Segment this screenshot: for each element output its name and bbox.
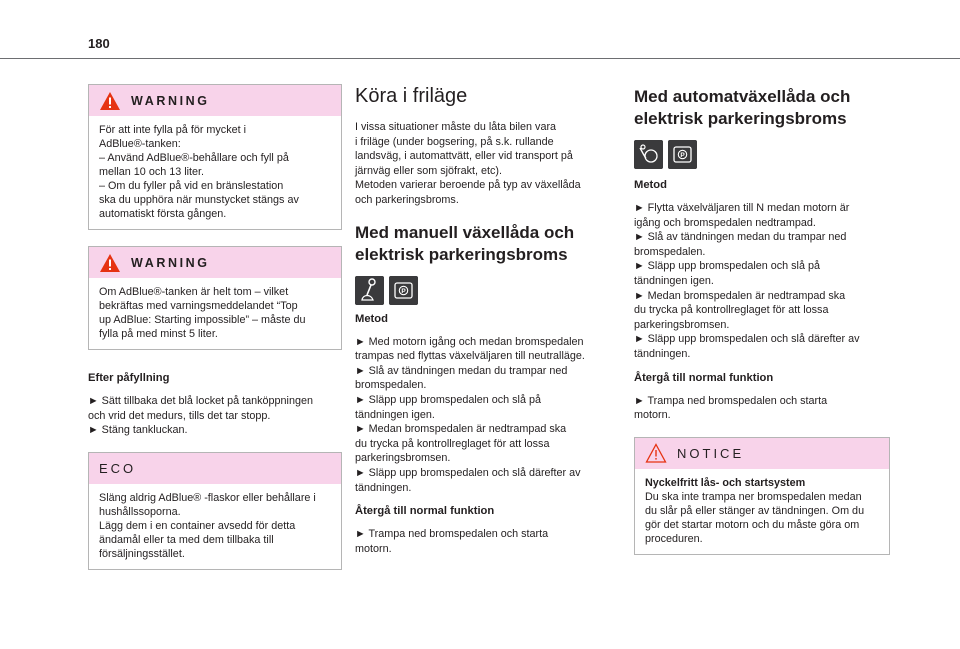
text-line: och vrid det medurs, tills det tar stopp. [88, 409, 271, 422]
notice-label: NOTICE [677, 445, 745, 461]
electric-parking-brake-icon [389, 276, 418, 305]
method-text [355, 335, 609, 496]
text-line: Du ska inte trampa ner bromspedalen medan [645, 490, 862, 503]
text-line: du trycka på kontrollreglaget för att lossa [355, 437, 550, 450]
text-line: parkeringsbromsen. [355, 452, 451, 465]
text-line: ► Släpp upp bromspedalen och slå på [355, 393, 541, 406]
page-number: 180 [88, 36, 110, 51]
heading-line: elektrisk parkeringsbroms [355, 244, 568, 264]
text-line: motorn. [355, 542, 392, 555]
warning-triangle-icon [99, 253, 121, 273]
automatic-gear-selector-icon [634, 140, 663, 169]
heading-line: Med manuell växellåda och [355, 222, 575, 242]
text-line: Metoden varierar beroende på typ av växellåda [355, 179, 581, 192]
text-line: och parkeringsbroms. [355, 193, 459, 206]
text-line: ska du upphöra när munstycket stängs av [99, 194, 299, 206]
column-right [634, 84, 890, 571]
eco-box [88, 452, 342, 570]
text-line: ändamål eller ta med dem tillbaka till [99, 533, 274, 546]
notice-subtitle: Nyckelfritt lås- och startsystem [645, 476, 806, 489]
warning-label: WARNING [131, 93, 210, 108]
text-line: ► Släpp upp bromspedalen och slå därefter av [355, 466, 581, 479]
text-line: du slår på eller stänger av tändningen. Om du [645, 504, 865, 517]
text-line: Lägg dem i en container avsedd för detta [99, 519, 296, 532]
text-line: tändningen. [634, 347, 691, 360]
warning-box-body [89, 116, 341, 229]
section-title: Köra i friläge [355, 85, 468, 107]
warning-label: WARNING [131, 255, 210, 270]
text-line: ► Trampa ned bromspedalen och starta [355, 528, 549, 541]
return-text [355, 527, 609, 556]
heading-line: elektrisk parkeringsbroms [634, 109, 847, 128]
notice-box-header [635, 438, 889, 469]
auto-icons [634, 140, 890, 169]
return-text [634, 394, 890, 423]
heading-line: Med automatväxellåda och [634, 87, 851, 106]
text-line: Om AdBlue®-tanken är helt tom – vilket [99, 286, 289, 298]
text-line: bromspedalen. [634, 245, 706, 258]
text-line: järnväg eller som sjöfrakt, etc). [355, 164, 503, 177]
manual-gear-lever-icon [355, 276, 384, 305]
method-heading: Metod [355, 312, 388, 325]
svg-text:P: P [680, 152, 685, 159]
header-rule [0, 58, 960, 59]
eco-label: ECO [99, 460, 137, 476]
manual-icons [355, 276, 609, 305]
text-line: igång och bromspedalen nedtrampad. [634, 216, 816, 229]
warning-triangle-icon [99, 91, 121, 111]
electric-parking-brake-icon [668, 140, 697, 169]
manual-heading [355, 222, 609, 266]
text-line: Släng aldrig AdBlue® -flaskor eller behållare i [99, 491, 316, 504]
text-line: tändningen. [355, 481, 412, 494]
text-line: motorn. [634, 409, 671, 422]
auto-heading [634, 86, 890, 130]
text-line: mellan 10 och 13 liter. [99, 166, 205, 178]
text-line: du trycka på kontrollreglaget för att lossa [634, 304, 829, 317]
text-line: ► Släpp upp bromspedalen och slå på [634, 260, 820, 273]
after-filling-text [88, 394, 342, 438]
warning-box-overfill [88, 84, 342, 230]
text-line: bekräftas med varningsmeddelandet “Top [99, 300, 298, 312]
text-line: ► Släpp upp bromspedalen och slå därefter av [634, 333, 860, 346]
text-line: proceduren. [645, 532, 703, 545]
text-line: parkeringsbromsen. [634, 318, 730, 331]
text-line: landsväg, i automattvätt, eller vid transport på [355, 150, 573, 163]
text-line: fylla på med minst 5 liter. [99, 328, 218, 340]
eco-box-body [89, 484, 341, 569]
notice-box-body [635, 469, 889, 554]
text-line: ► Medan bromspedalen är nedtrampad ska [355, 423, 567, 436]
eco-box-header [89, 453, 341, 484]
warning-box-body [89, 278, 341, 349]
text-line: – Om du fyller på vid en bränslestation [99, 180, 284, 192]
warning-box-header [89, 85, 341, 116]
text-line: tändningen igen. [634, 274, 714, 287]
text-line: ► Slå av tändningen medan du trampar ned [355, 364, 568, 377]
text-line: – Använd AdBlue®-behållare och fyll på [99, 152, 289, 164]
column-left [88, 84, 342, 586]
text-line: gör det startar motorn och du måste göra om [645, 518, 860, 531]
return-heading: Återgå till normal funktion [355, 505, 495, 518]
intro-text [355, 120, 609, 208]
text-line: AdBlue®-tanken: [99, 138, 181, 150]
text-line: bromspedalen. [355, 379, 427, 392]
text-line: försäljningsstället. [99, 547, 185, 560]
text-line: ► Medan bromspedalen är nedtrampad ska [634, 289, 846, 302]
text-line: ► Med motorn igång och medan bromspedalen [355, 335, 584, 348]
text-line: tändningen igen. [355, 408, 435, 421]
notice-triangle-icon [645, 443, 667, 463]
text-line: up AdBlue: Starting impossible” – måste du [99, 314, 306, 326]
text-line: ► Stäng tankluckan. [88, 424, 188, 437]
text-line: För att inte fylla på för mycket i [99, 124, 247, 136]
method-text [634, 201, 890, 362]
after-filling-heading: Efter påfyllning [88, 372, 170, 384]
text-line: ► Flytta växelväljaren till N medan motorn är [634, 202, 850, 214]
warning-box-header [89, 247, 341, 278]
method-heading: Metod [634, 179, 667, 191]
svg-text:P: P [401, 287, 406, 295]
text-line: ► Sätt tillbaka det blå locket på tanköppningen [88, 395, 313, 407]
notice-box [634, 437, 890, 555]
text-line: ► Trampa ned bromspedalen och starta [634, 394, 828, 407]
text-line: trampas ned flyttas växelväljaren till neutralläge. [355, 350, 585, 363]
return-heading: Återgå till normal funktion [634, 371, 774, 384]
text-line: i friläge (under bogsering, på s.k. rullande [355, 135, 554, 148]
text-line: I vissa situationer måste du låta bilen vara [355, 121, 557, 133]
column-middle [355, 84, 609, 556]
text-line: hushållssoporna. [99, 505, 181, 518]
warning-box-empty-tank [88, 246, 342, 350]
text-line: automatiskt första gången. [99, 208, 227, 220]
text-line: ► Slå av tändningen medan du trampar ned [634, 231, 847, 244]
